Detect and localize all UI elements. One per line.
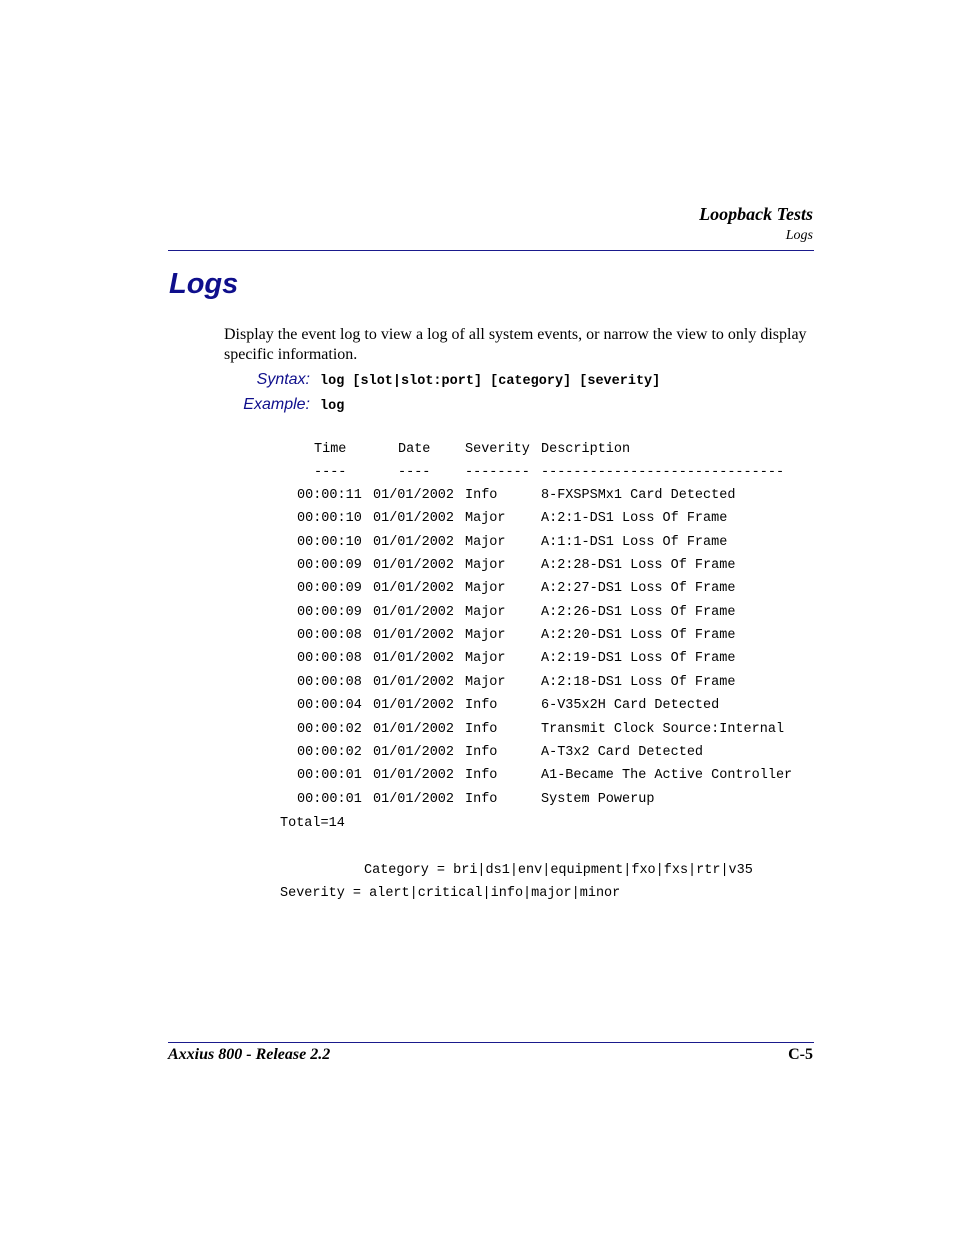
log-cell-description: A:2:20-DS1 Loss Of Frame bbox=[541, 628, 736, 643]
example-row bbox=[168, 396, 344, 414]
log-cell-date: 01/01/2002 bbox=[373, 745, 455, 760]
log-cell-severity: Major bbox=[465, 535, 506, 550]
footer-product: Axxius 800 - Release 2.2 bbox=[168, 1046, 331, 1063]
log-header-description: Description bbox=[541, 442, 631, 457]
log-total: Total=14 bbox=[280, 816, 345, 831]
example-label: Example: bbox=[243, 396, 310, 413]
log-cell-description: A:1:1-DS1 Loss Of Frame bbox=[541, 535, 728, 550]
log-header-date: Date bbox=[398, 442, 431, 457]
log-cell-time: 00:00:09 bbox=[297, 581, 362, 596]
log-cell-date: 01/01/2002 bbox=[373, 488, 455, 503]
log-cell-severity: Info bbox=[465, 768, 498, 783]
log-cell-severity: Major bbox=[465, 651, 506, 666]
category-options: Category = bri|ds1|env|equipment|fxo|fxs|rtr|v35 bbox=[364, 863, 753, 878]
log-cell-description: A:2:1-DS1 Loss Of Frame bbox=[541, 511, 728, 526]
log-cell-description: A:2:18-DS1 Loss Of Frame bbox=[541, 675, 736, 690]
log-cell-time: 00:00:10 bbox=[297, 535, 362, 550]
syntax-code: log [slot|slot:port] [category] [severity] bbox=[320, 374, 661, 389]
intro-paragraph: Display the event log to view a log of all system events, or narrow the view to only display specific information. bbox=[224, 326, 807, 363]
footer-page-number: C-5 bbox=[788, 1046, 813, 1063]
footer-rule bbox=[168, 1042, 814, 1043]
log-cell-description: 6-V35x2H Card Detected bbox=[541, 698, 720, 713]
log-cell-time: 00:00:09 bbox=[297, 605, 362, 620]
log-cell-time: 00:00:08 bbox=[297, 628, 362, 643]
log-cell-description: A:2:19-DS1 Loss Of Frame bbox=[541, 651, 736, 666]
log-cell-severity: Info bbox=[465, 698, 498, 713]
log-cell-severity: Major bbox=[465, 605, 506, 620]
log-cell-date: 01/01/2002 bbox=[373, 768, 455, 783]
log-cell-severity: Info bbox=[465, 722, 498, 737]
log-cell-description: Transmit Clock Source:Internal bbox=[541, 722, 785, 737]
log-cell-time: 00:00:01 bbox=[297, 792, 362, 807]
log-cell-severity: Major bbox=[465, 628, 506, 643]
log-cell-date: 01/01/2002 bbox=[373, 698, 455, 713]
log-cell-time: 00:00:09 bbox=[297, 558, 362, 573]
log-cell-description: A:2:28-DS1 Loss Of Frame bbox=[541, 558, 736, 573]
log-cell-date: 01/01/2002 bbox=[373, 558, 455, 573]
header-rule bbox=[168, 250, 814, 251]
log-cell-time: 00:00:04 bbox=[297, 698, 362, 713]
log-underline-time: ---- bbox=[314, 465, 347, 480]
log-cell-date: 01/01/2002 bbox=[373, 511, 455, 526]
log-cell-date: 01/01/2002 bbox=[373, 675, 455, 690]
log-cell-date: 01/01/2002 bbox=[373, 535, 455, 550]
log-cell-date: 01/01/2002 bbox=[373, 605, 455, 620]
log-cell-date: 01/01/2002 bbox=[373, 628, 455, 643]
log-cell-time: 00:00:02 bbox=[297, 745, 362, 760]
log-cell-date: 01/01/2002 bbox=[373, 581, 455, 596]
page-title: Logs bbox=[169, 268, 239, 300]
log-cell-date: 01/01/2002 bbox=[373, 651, 455, 666]
log-cell-time: 00:00:01 bbox=[297, 768, 362, 783]
log-cell-severity: Info bbox=[465, 792, 498, 807]
running-header-section: Logs bbox=[785, 228, 813, 243]
log-cell-severity: Major bbox=[465, 581, 506, 596]
log-cell-date: 01/01/2002 bbox=[373, 792, 455, 807]
syntax-row bbox=[168, 371, 660, 389]
log-header-time: Time bbox=[314, 442, 347, 457]
log-underline-date: ---- bbox=[398, 465, 431, 480]
log-header-severity: Severity bbox=[465, 442, 530, 457]
log-cell-severity: Major bbox=[465, 675, 506, 690]
log-cell-time: 00:00:11 bbox=[297, 488, 362, 503]
severity-options: Severity = alert|critical|info|major|minor bbox=[280, 886, 621, 901]
syntax-label: Syntax: bbox=[256, 371, 310, 388]
example-code: log bbox=[320, 399, 345, 414]
log-cell-time: 00:00:10 bbox=[297, 511, 362, 526]
log-cell-description: 8-FXSPSMx1 Card Detected bbox=[541, 488, 736, 503]
log-cell-description: A1-Became The Active Controller bbox=[541, 768, 793, 783]
log-cell-severity: Major bbox=[465, 511, 506, 526]
log-underline-severity: -------- bbox=[465, 465, 530, 480]
log-cell-time: 00:00:02 bbox=[297, 722, 362, 737]
log-cell-date: 01/01/2002 bbox=[373, 722, 455, 737]
log-cell-description: A:2:27-DS1 Loss Of Frame bbox=[541, 581, 736, 596]
log-cell-severity: Info bbox=[465, 745, 498, 760]
log-cell-time: 00:00:08 bbox=[297, 675, 362, 690]
log-underline-description: ------------------------------ bbox=[541, 465, 785, 480]
log-cell-severity: Major bbox=[465, 558, 506, 573]
log-cell-severity: Info bbox=[465, 488, 498, 503]
log-cell-description: A-T3x2 Card Detected bbox=[541, 745, 704, 760]
running-header-chapter: Loopback Tests bbox=[699, 204, 813, 224]
log-cell-description: A:2:26-DS1 Loss Of Frame bbox=[541, 605, 736, 620]
log-cell-time: 00:00:08 bbox=[297, 651, 362, 666]
log-cell-description: System Powerup bbox=[541, 792, 655, 807]
